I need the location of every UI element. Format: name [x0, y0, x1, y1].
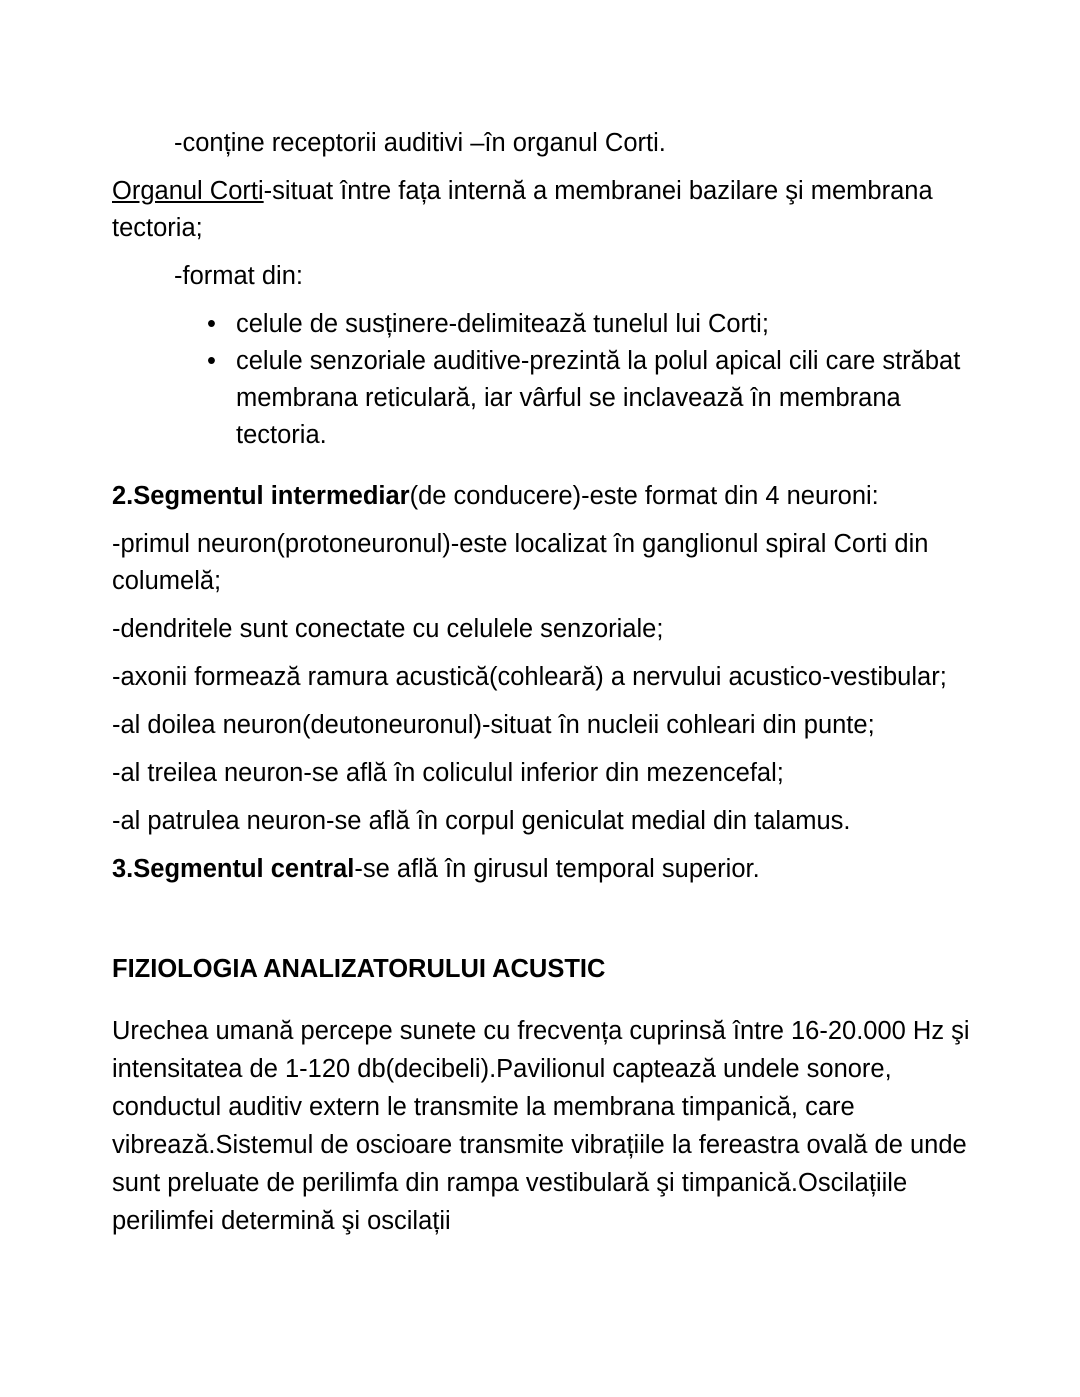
paragraph-segment-central	[112, 851, 972, 888]
bullet-point-icon: •	[207, 310, 216, 338]
paragraph-neuron-3: -al treilea neuron-se află în coliculul inferior din mezencefal;	[112, 759, 784, 787]
paragraph-neuron-4: -al patrulea neuron-se află în corpul geniculat medial din talamus.	[112, 807, 851, 835]
document-body	[112, 125, 972, 1240]
list-item-text: celule de susținere-delimitează tunelul lui Corti;	[236, 310, 769, 338]
paragraph-neuron-1: -primul neuron(protoneuronul)-este localizat în ganglionul spiral Corti din columelă;	[112, 530, 929, 595]
bullet-list-celule	[112, 306, 972, 454]
paragraph-receptori: -conține receptorii auditivi –în organul Corti.	[174, 129, 666, 157]
segment-intermediar-label: 2.Segmentul intermediar	[112, 482, 410, 510]
organul-corti-description: -situat între fața internă a membranei bazilare şi membrana tectoria;	[112, 177, 933, 242]
segment-central-description: -se află în girusul temporal superior.	[354, 855, 760, 883]
organul-corti-underlined-term: Organul Corti	[112, 177, 264, 205]
segment-intermediar-description: (de conducere)-este format din 4 neuroni:	[409, 482, 879, 510]
list-item	[207, 306, 972, 343]
paragraph-format-din: -format din:	[174, 262, 303, 290]
paragraph-segment-intermediar	[112, 478, 972, 515]
list-item	[207, 343, 972, 454]
paragraph-organul-corti	[112, 173, 972, 247]
section-spacer	[112, 899, 972, 951]
paragraph-neuron-2: -al doilea neuron(deutoneuronul)-situat în nucleii cohleari din punte;	[112, 711, 875, 739]
paragraph-fiziologie: Urechea umană percepe sunete cu frecvența cuprinsă între 16-20.000 Hz şi intensitatea de 1-120 db(decibeli).Pavilionul captează undele sonore, conductul auditiv extern le transmite la membrana timpanică, care vibrează.Sistemul de oscioare transmite vibrațiile la fereastra ovală de unde sunt preluate de perilimfa din rampa vestibulară şi timpanică.Oscilațiile perilimfei determină şi oscilații	[112, 1017, 970, 1235]
list-item-text: celule senzoriale auditive-prezintă la polul apical cili care străbat membrana reticulară, iar vârful se inclavează în membrana tectoria.	[236, 347, 961, 449]
segment-central-label: 3.Segmentul central	[112, 855, 355, 883]
bullet-point-icon: •	[207, 347, 216, 375]
heading-fiziologia-analizatorului-acustic: FIZIOLOGIA ANALIZATORULUI ACUSTIC	[112, 955, 606, 983]
paragraph-axoni: -axonii formează ramura acustică(cohleară) a nervului acustico-vestibular;	[112, 663, 947, 691]
paragraph-dendrite: -dendritele sunt conectate cu celulele senzoriale;	[112, 615, 664, 643]
